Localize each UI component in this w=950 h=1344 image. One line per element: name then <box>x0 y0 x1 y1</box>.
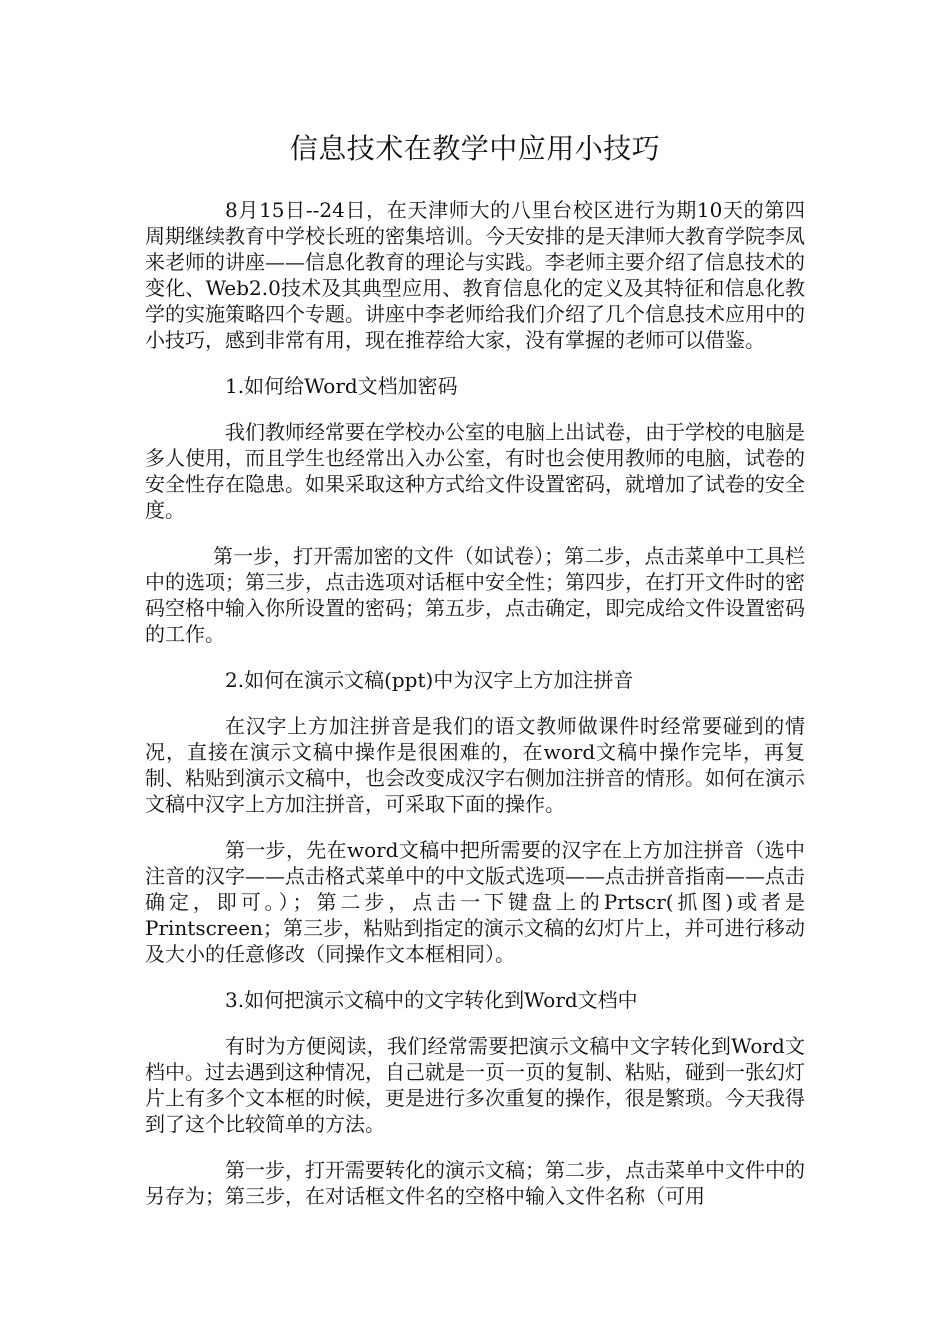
section-heading-2: 2.如何在演示文稿(ppt)中为汉字上方加注拼音 <box>225 668 634 692</box>
section-2-steps: 第一步，先在word文稿中把所需要的汉字在上方加注拼音（选中注音的汉字——点击格式菜单中的中文版式选项——点击拼音指南——点击确定，即可。）；第二步，点击一下键盘上的Prtscr(抓图)或者是Printscreen；第三步，粘贴到指定的演示文稿的幻灯片上，并可进行移动及大小的任意修改（同操作文本框相同）。 <box>145 838 805 966</box>
section-1-steps: 第一步，打开需加密的文件（如试卷）；第二步，点击菜单中工具栏中的选项；第三步，点击选项对话框中安全性；第四步，在打开文件时的密码空格中输入你所设置的密码；第五步，点击确定，即完成给文件设置密码的工作。 <box>145 544 805 646</box>
section-heading-3: 3.如何把演示文稿中的文字转化到Word文档中 <box>225 988 638 1012</box>
intro-paragraph: 8月15日--24日，在天津师大的八里台校区进行为期10天的第四周期继续教育中学校长班的密集培训。今天安排的是天津师大教育学院李凤来老师的讲座——信息化教育的理论与实践。李老师主要介绍了信息技术的变化、Web2.0技术及其典型应用、教育信息化的定义及其特征和信息化教学的实施策略四个专题。讲座中李老师给我们介绍了几个信息技术应用中的小技巧，感到非常有用，现在推荐给大家，没有掌握的老师可以借鉴。 <box>145 198 805 352</box>
section-1-paragraph: 我们教师经常要在学校办公室的电脑上出试卷，由于学校的电脑是多人使用，而且学生也经常出入办公室，有时也会使用教师的电脑，试卷的安全性存在隐患。如果采取这种方式给文件设置密码，就增加了试卷的安全度。 <box>145 420 805 522</box>
section-3-paragraph: 有时为方便阅读，我们经常需要把演示文稿中文字转化到Word文档中。过去遇到这种情况，自己就是一页一页的复制、粘贴，碰到一张幻灯片上有多个文本框的时候，更是进行多次重复的操作，很是繁琐。今天我得到了这个比较简单的方法。 <box>145 1034 805 1136</box>
document-title: 信息技术在教学中应用小技巧 <box>289 132 661 165</box>
section-3-steps: 第一步，打开需要转化的演示文稿；第二步，点击菜单中文件中的另存为；第三步，在对话框文件名的空格中输入文件名称（可用 <box>145 1158 805 1208</box>
section-2-paragraph: 在汉字上方加注拼音是我们的语文教师做课件时经常要碰到的情况，直接在演示文稿中操作是很困难的，在word文稿中操作完毕，再复制、粘贴到演示文稿中，也会改变成汉字右侧加注拼音的情形。如何在演示文稿中汉字上方加注拼音，可采取下面的操作。 <box>145 714 805 816</box>
section-heading-1: 1.如何给Word文档加密码 <box>225 374 458 398</box>
document-body <box>145 197 805 1209</box>
